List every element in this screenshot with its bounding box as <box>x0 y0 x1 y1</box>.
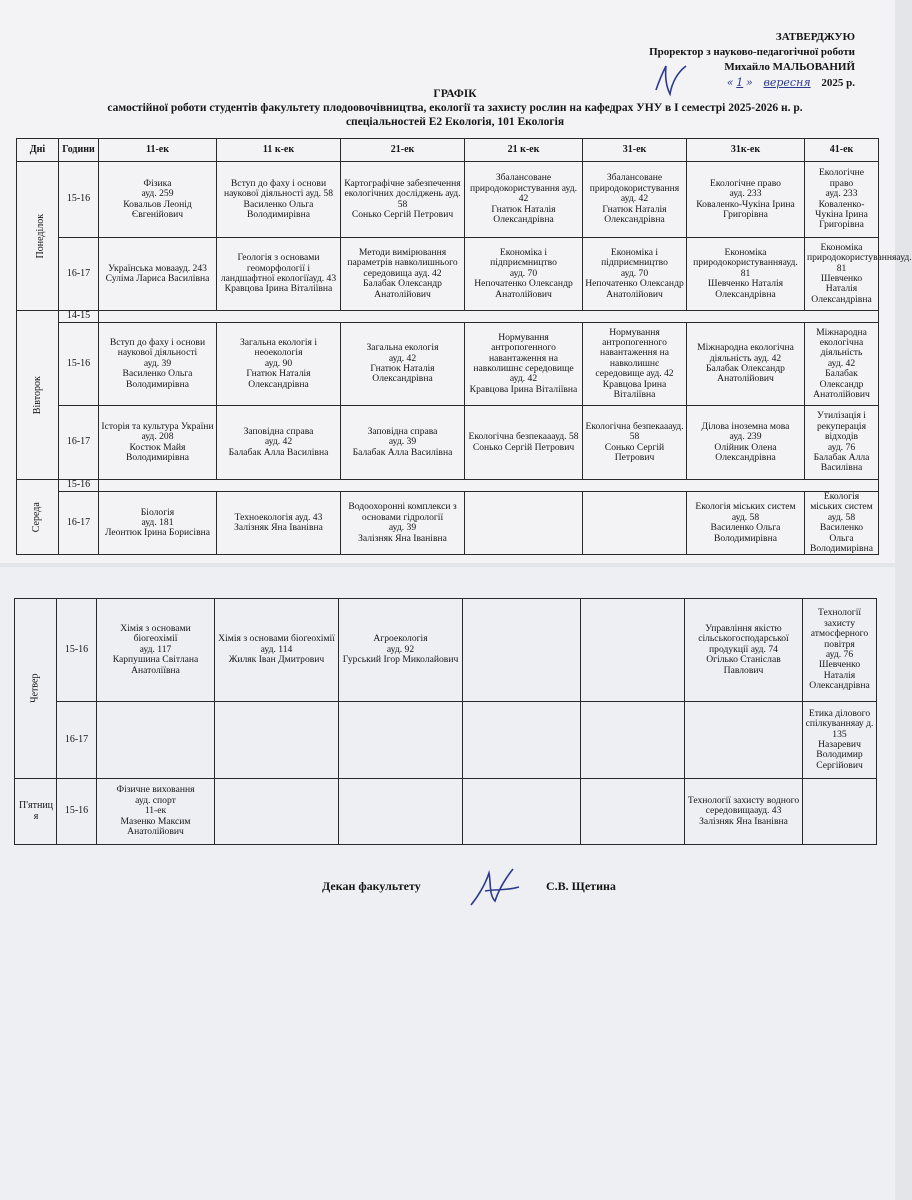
class-cell: Історія та культура України ауд. 208 Костюк Майя Володимирівна <box>99 406 217 480</box>
class-cell: Етика ділового спілкуванняау д. 135 Назаревич Володимир Сергійович <box>803 702 877 779</box>
hour-cell: 15-16 <box>59 323 99 406</box>
dean-name: С.В. Щетина <box>546 879 616 893</box>
class-cell: Екологічне право ауд. 233 Коваленко-Чукіна Ірина Григорівна <box>805 162 879 238</box>
class-cell: Екологічна безпекааауд. 58 Сонько Сергій Петрович <box>583 406 687 480</box>
table-row <box>17 311 879 323</box>
class-cell: Техноекологія ауд. 43 Залізняк Яна Іванівна <box>217 492 341 555</box>
title-line-2: самостійної роботи студентів факультету плодоовочівництва, екології та захисту рослин на кафедрах УНУ в І семестрі 2025-2026 н. р. <box>107 102 803 114</box>
class-cell: Українська моваауд. 243 Суліма Лариса Василівна <box>99 238 217 311</box>
dean-signature-icon <box>465 861 525 913</box>
class-cell: Водоохоронні комплекси з основами гідрології ауд. 39 Залізняк Яна Іванівна <box>341 492 465 555</box>
approval-name: Михайло МАЛЬОВАНИЙ <box>724 61 855 73</box>
day-friday: П'ятниця <box>15 779 57 845</box>
class-cell: Нормування антропогенного навантаження на навколишнє середовище ауд. 42 Кравцова Ірина Віталіївна <box>583 323 687 406</box>
header-group: 21 к-ек <box>465 139 583 162</box>
class-cell: Технології захисту водного середовищаауд. 43 Залізняк Яна Іванівна <box>685 779 803 845</box>
class-cell: Хімія з основами біогеохімії ауд. 114 Жиляк Іван Дмитрович <box>215 599 339 702</box>
document-title <box>40 87 870 129</box>
class-cell: Вступ до фаху і основи наукової діяльності ауд. 58 Василенко Ольга Володимирівна <box>217 162 341 238</box>
class-cell: Фізика ауд. 259 Ковальов Леонід Євгенійович <box>99 162 217 238</box>
class-cell: Управління якістю сільськогосподарської продукції ауд. 74 Огілько Станіслав Павлович <box>685 599 803 702</box>
empty-cell <box>99 311 879 323</box>
class-cell: Економіка природокористуванняауд. 81 Шевченко Наталія Олександрівна <box>805 238 879 311</box>
dean-label: Декан факультету <box>322 879 421 893</box>
class-cell: Загальна екологія і неоекологія ауд. 90 Гнатюк Наталія Олександрівна <box>217 323 341 406</box>
table-row <box>17 323 879 406</box>
schedule-table-part-1 <box>16 138 912 555</box>
class-cell: Збалансоване природокористування ауд. 42 Гнатюк Наталія Олександрівна <box>583 162 687 238</box>
class-cell <box>215 702 339 779</box>
class-cell: Міжнародна екологічна діяльність ауд. 42 Балабак Олександр Анатолійович <box>805 323 879 406</box>
class-cell <box>583 492 687 555</box>
class-cell: Картографічне забезпечення екологічних досліджень ауд. 58 Сонько Сергій Петрович <box>341 162 465 238</box>
class-cell: Біологія ауд. 181 Леонтюк Ірина Борисівна <box>99 492 217 555</box>
table-row <box>17 480 879 492</box>
table-row <box>15 599 877 702</box>
table-row <box>15 702 877 779</box>
table-row <box>15 779 877 845</box>
class-cell <box>463 702 581 779</box>
class-cell: Міжнародна екологічна діяльність ауд. 42 Балабак Олександр Анатолійович <box>687 323 805 406</box>
table-row <box>17 162 879 238</box>
hour-cell: 16-17 <box>59 492 99 555</box>
class-cell: Нормування антропогенного навантаження на навколишнє середовище ауд. 42 Кравцова Ірина Віталіївна <box>465 323 583 406</box>
table-row <box>17 406 879 480</box>
class-cell: Методи вимірювання параметрів навколишнього середовища ауд. 42 Балабак Олександр Анатолійович <box>341 238 465 311</box>
hour-cell: 14-15 <box>59 311 99 323</box>
class-cell: Збалансоване природокористування ауд. 42 Гнатюк Наталія Олександрівна <box>465 162 583 238</box>
class-cell: Загальна екологія ауд. 42 Гнатюк Наталія Олександрівна <box>341 323 465 406</box>
class-cell: Екологічне право ауд. 233 Коваленко-Чукіна Ірина Григорівна <box>687 162 805 238</box>
title-line-1: ГРАФІК <box>433 88 477 100</box>
class-cell: Заповідна справа ауд. 42 Балабак Алла Василівна <box>217 406 341 480</box>
class-cell: Економіка природокористуванняауд. 81 Шевченко Наталія Олександрівна <box>687 238 805 311</box>
header-group: 11-ек <box>99 139 217 162</box>
class-cell <box>97 702 215 779</box>
class-cell: Економіка і підприємництво ауд. 70 Непочатенко Олександр Анатолійович <box>583 238 687 311</box>
schedule-table-part-2 <box>14 598 877 845</box>
approval-position: Проректор з науково-педагогічної роботи <box>649 46 855 58</box>
table-row <box>17 238 879 311</box>
class-cell <box>339 702 463 779</box>
day-tuesday: Вівторок <box>17 311 59 480</box>
class-cell: Фізичне виховання ауд. спорт 11-ек Мазенко Максим Анатолійович <box>97 779 215 845</box>
class-cell <box>339 779 463 845</box>
header-group: 31к-ек <box>687 139 805 162</box>
class-cell: Ділова іноземна мова ауд. 239 Олійник Олена Олександрівна <box>687 406 805 480</box>
header-group: 11 к-ек <box>217 139 341 162</box>
class-cell <box>685 702 803 779</box>
header-hours: Години <box>59 139 99 162</box>
hour-cell: 16-17 <box>59 406 99 480</box>
class-cell: Екологія міських систем ауд. 58 Василенко Ольга Володимирівна <box>687 492 805 555</box>
hour-cell: 16-17 <box>57 702 97 779</box>
approval-date: « 1 » вересня 2025 р. <box>726 76 855 89</box>
empty-cell <box>99 480 879 492</box>
hour-cell: 15-16 <box>57 599 97 702</box>
class-cell: Екологічна безпекааауд. 58 Сонько Сергій Петрович <box>465 406 583 480</box>
class-cell <box>803 779 877 845</box>
class-cell: Геологія з основами геоморфології і ландшафтної екологіїауд. 43 Кравцова Ірина Віталіївна <box>217 238 341 311</box>
class-cell <box>463 599 581 702</box>
class-cell: Екологія міських систем ауд. 58 Василенко Ольга Володимирівна <box>805 492 879 555</box>
hour-cell: 16-17 <box>59 238 99 311</box>
approval-title: ЗАТВЕРДЖУЮ <box>775 31 855 43</box>
class-cell <box>581 779 685 845</box>
footer-signature <box>0 875 895 915</box>
class-cell: Технології захисту атмосферного повітря ауд. 76 Шевченко Наталія Олександрівна <box>803 599 877 702</box>
schedule-sheet-1 <box>0 0 912 563</box>
class-cell: Заповідна справа ауд. 39 Балабак Алла Василівна <box>341 406 465 480</box>
day-thursday: Четвер <box>15 599 57 779</box>
header-row <box>17 139 879 162</box>
class-cell <box>581 702 685 779</box>
class-cell: Хімія з основами біогеохімії ауд. 117 Карпушина Світлана Анатоліївна <box>97 599 215 702</box>
hour-cell: 15-16 <box>59 162 99 238</box>
class-cell: Економіка і підприємництво ауд. 70 Непочатенко Олександр Анатолійович <box>465 238 583 311</box>
table-row <box>17 492 879 555</box>
class-cell: Агроекологія ауд. 92 Гурський Ігор Миколайович <box>339 599 463 702</box>
title-line-3: спеціальностей Е2 Екологія, 101 Екологія <box>345 116 565 128</box>
hour-cell: 15-16 <box>57 779 97 845</box>
class-cell <box>463 779 581 845</box>
header-days: Дні <box>17 139 59 162</box>
header-group: 21-ек <box>341 139 465 162</box>
hour-cell: 15-16 <box>59 480 99 492</box>
class-cell <box>465 492 583 555</box>
day-wednesday: Середа <box>17 480 59 555</box>
day-monday: Понеділок <box>17 162 59 311</box>
header-group: 31-ек <box>583 139 687 162</box>
class-cell <box>581 599 685 702</box>
class-cell: Вступ до фаху і основи наукової діяльності ауд. 39 Василенко Ольга Володимирівна <box>99 323 217 406</box>
header-group: 41-ек <box>805 139 879 162</box>
class-cell <box>215 779 339 845</box>
class-cell: Утилізація і рекуперація відходів ауд. 76 Балабак Алла Василівна <box>805 406 879 480</box>
